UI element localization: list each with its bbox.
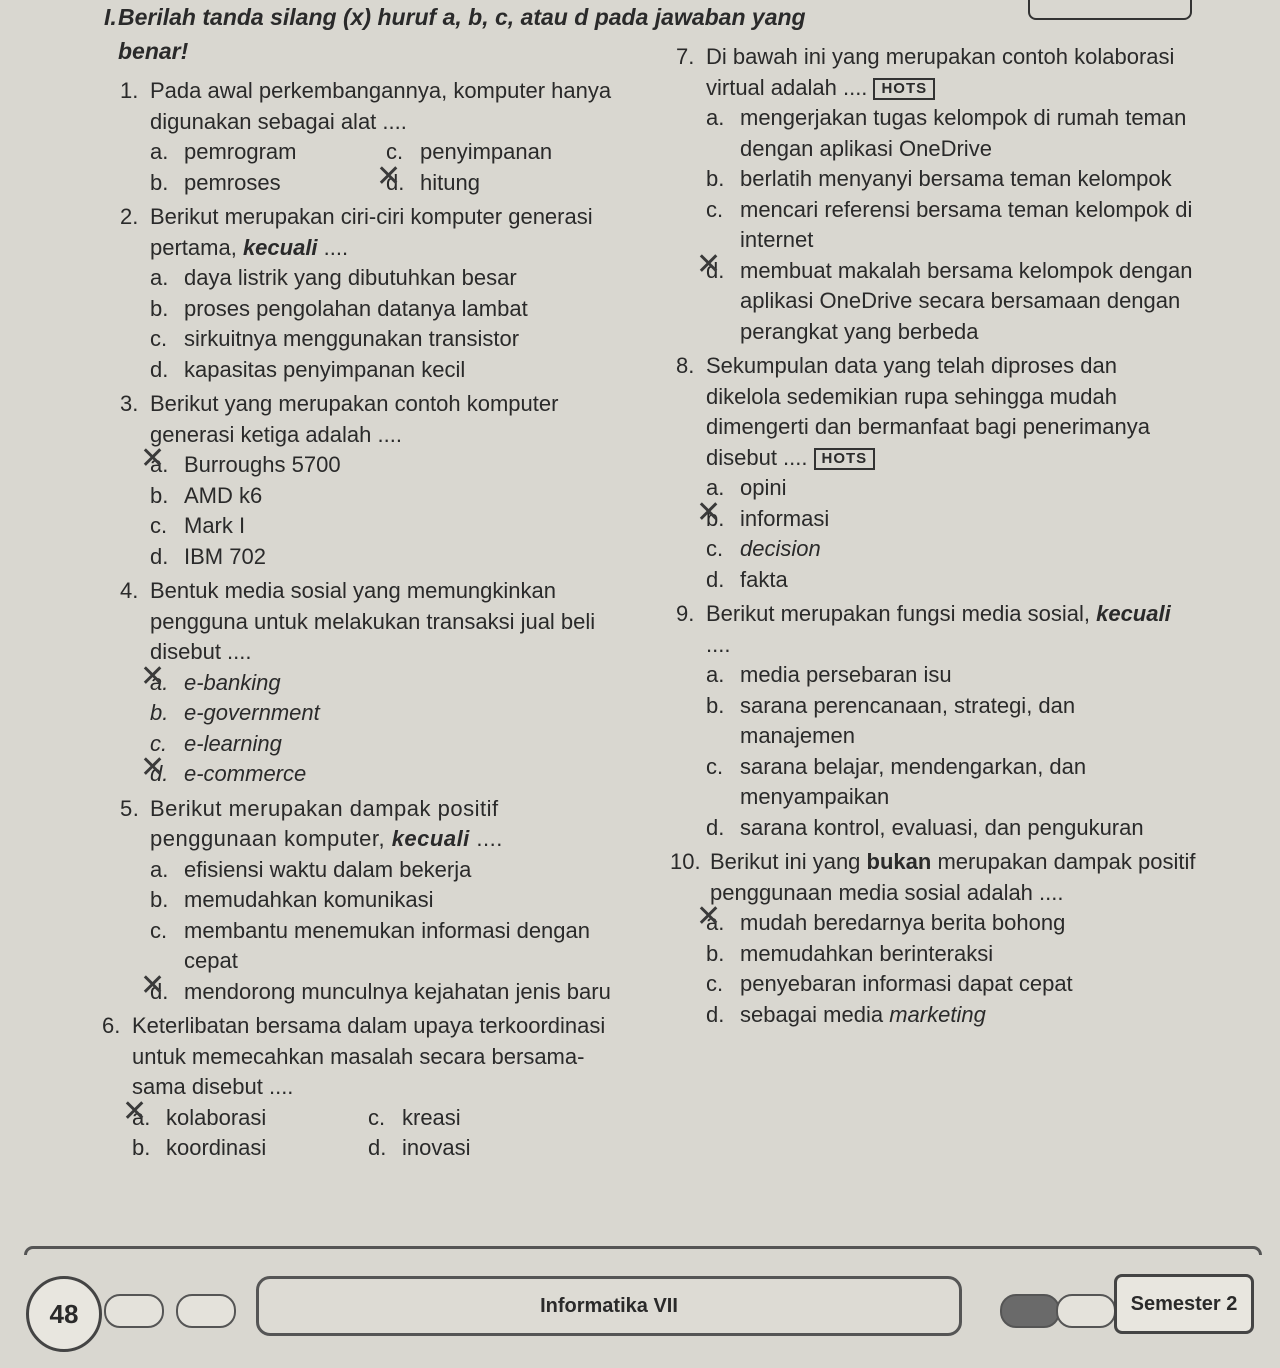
options-9 (676, 660, 1196, 843)
footer-deco-icon (1056, 1294, 1116, 1328)
option-b[interactable]: b. memudahkan komunikasi (150, 887, 434, 912)
option-b[interactable]: b. proses pengolahan datanya lambat (150, 295, 528, 321)
question-text: Berikut merupakan ciri-ciri komputer generasi pertama, kecuali .... (150, 204, 593, 260)
hots-badge: HOTS (873, 78, 935, 100)
book-title: Informatika VII (256, 1276, 962, 1336)
bottom-divider (24, 1246, 1262, 1255)
options-2 (120, 263, 620, 385)
option-c[interactable]: c. membantu menemukan informasi dengan cepat (150, 917, 591, 973)
question-2 (120, 202, 620, 263)
option-a[interactable]: a. mengerjakan tugas kelompok di rumah teman dengan aplikasi OneDrive (706, 105, 1187, 161)
hots-badge: HOTS (814, 448, 876, 470)
question-text: Berikut ini yang bukan merupakan dampak positif penggunaan media sosial adalah .... (710, 849, 1196, 905)
option-b[interactable]: b. pemroses (150, 169, 281, 195)
option-a[interactable]: a. pemrogram (150, 139, 297, 164)
question-8 (676, 351, 1196, 473)
footer-deco-icon (104, 1294, 164, 1328)
option-d[interactable]: d. kapasitas penyimpanan kecil (150, 356, 466, 382)
option-b[interactable]: b. memudahkan berinteraksi (706, 940, 994, 966)
option-a[interactable]: a. ✕ Burroughs 5700 (150, 450, 620, 481)
options-3 (120, 450, 620, 572)
question-number: 3. (120, 391, 139, 416)
right-column (670, 42, 1196, 1030)
instruction-line-1: Berilah tanda silang (x) huruf a, b, c, atau d pada jawaban yang (118, 4, 806, 30)
question-1 (120, 76, 620, 137)
footer-deco-icon (1000, 1294, 1060, 1328)
question-text: Bentuk media sosial yang memungkinkan pengguna untuk melakukan transaksi jual beli disebut .... (150, 578, 596, 664)
option-c[interactable]: c. e-learning (150, 730, 282, 756)
question-number: 2. (120, 204, 139, 229)
instruction-line-2: benar! (118, 38, 189, 64)
option-c[interactable]: c. decision (706, 536, 821, 561)
option-d[interactable]: d. fakta (706, 566, 788, 592)
option-a[interactable]: a. opini (706, 475, 787, 500)
question-number: 5. (120, 795, 140, 821)
options-8 (676, 473, 1196, 595)
options-6 (102, 1103, 620, 1164)
option-a[interactable]: a. ✕ kolaborasi (132, 1103, 368, 1134)
question-number: 10. (670, 849, 701, 874)
question-text: Pada awal perkembangannya, komputer hanya digunakan sebagai alat .... (150, 78, 612, 134)
question-text: Berikut merupakan fungsi media sosial, kecuali .... (706, 601, 1171, 657)
question-text: Sekumpulan data yang telah diproses dan dikelola sedemikian rupa sehingga mudah dimengerti dan bermanfaat bagi penerimanya disebut .... HOTS (706, 353, 1150, 470)
option-d[interactable]: d. ✕ e-commerce (150, 759, 620, 790)
option-c[interactable]: c. sirkuitnya menggunakan transistor (150, 326, 520, 351)
option-a[interactable]: a. daya listrik yang dibutuhkan besar (150, 265, 517, 290)
top-deco-badge (1028, 0, 1192, 20)
option-b[interactable]: b. sarana perencanaan, strategi, dan manajemen (706, 692, 1076, 748)
question-text: Berikut yang merupakan contoh komputer generasi ketiga adalah .... (150, 391, 559, 447)
options-10 (676, 908, 1196, 1030)
question-5 (120, 794, 620, 855)
option-d[interactable]: d. ✕ hitung (386, 168, 622, 199)
option-d[interactable]: d. sebagai media marketing (706, 1001, 986, 1027)
option-a[interactable]: a. media persebaran isu (706, 662, 952, 687)
option-c[interactable]: c. penyebaran informasi dapat cepat (706, 971, 1073, 996)
option-a[interactable]: a. ✕ mudah beredarnya berita bohong (706, 908, 1196, 939)
option-d[interactable]: d. sarana kontrol, evaluasi, dan pengukuran (706, 814, 1144, 840)
question-text: Di bawah ini yang merupakan contoh kolaborasi virtual adalah .... HOTS (706, 44, 1175, 100)
option-d[interactable]: d. inovasi (368, 1135, 471, 1160)
left-column (102, 76, 620, 1164)
question-10 (670, 847, 1196, 908)
question-7 (676, 42, 1196, 103)
question-text: Keterlibatan bersama dalam upaya terkoordinasi untuk memecahkan masalah secara bersama-sama disebut .... (132, 1013, 606, 1099)
option-b[interactable]: b. e-government (150, 700, 320, 725)
question-number: 7. (676, 44, 695, 69)
question-3 (120, 389, 620, 450)
question-9 (676, 599, 1196, 660)
option-a[interactable]: a. ✕ e-banking (150, 668, 620, 699)
option-b[interactable]: b. ✕ informasi (706, 504, 1196, 535)
semester-label: Semester 2 (1114, 1274, 1254, 1334)
footer-deco-icon (176, 1294, 236, 1328)
option-c[interactable]: c. sarana belajar, mendengarkan, dan menyampaikan (706, 753, 1087, 809)
question-number: 8. (676, 353, 695, 378)
page-number: 48 (26, 1276, 102, 1352)
option-c[interactable]: c. penyimpanan (386, 139, 553, 164)
options-7 (676, 103, 1196, 347)
question-number: 6. (102, 1013, 121, 1038)
option-b[interactable]: b. koordinasi (132, 1135, 267, 1160)
option-c[interactable]: c. kreasi (368, 1104, 461, 1130)
option-a[interactable]: a. efisiensi waktu dalam bekerja (150, 856, 472, 882)
option-b[interactable]: b. AMD k6 (150, 482, 263, 508)
question-text: Berikut merupakan dampak positif penggunaan komputer, kecuali .... (150, 795, 503, 851)
option-c[interactable]: c. mencari referensi bersama teman kelompok di internet (706, 196, 1193, 252)
question-4 (120, 576, 620, 668)
option-d[interactable]: d. ✕ mendorong munculnya kejahatan jenis baru (150, 977, 620, 1008)
option-d[interactable]: d. ✕ membuat makalah bersama kelompok dengan aplikasi OneDrive secara bersamaan dengan perangkat yang berbeda (706, 256, 1196, 348)
options-5 (120, 855, 620, 1008)
question-6 (102, 1011, 620, 1103)
question-number: 4. (120, 578, 139, 603)
options-1 (120, 137, 620, 198)
options-4 (120, 668, 620, 790)
section-number: I. (104, 4, 117, 30)
option-b[interactable]: b. berlatih menyanyi bersama teman kelompok (706, 166, 1172, 191)
option-c[interactable]: c. Mark I (150, 513, 246, 538)
option-d[interactable]: d. IBM 702 (150, 543, 266, 569)
question-number: 1. (120, 78, 139, 103)
page-footer (0, 1264, 1280, 1344)
question-number: 9. (676, 601, 695, 626)
